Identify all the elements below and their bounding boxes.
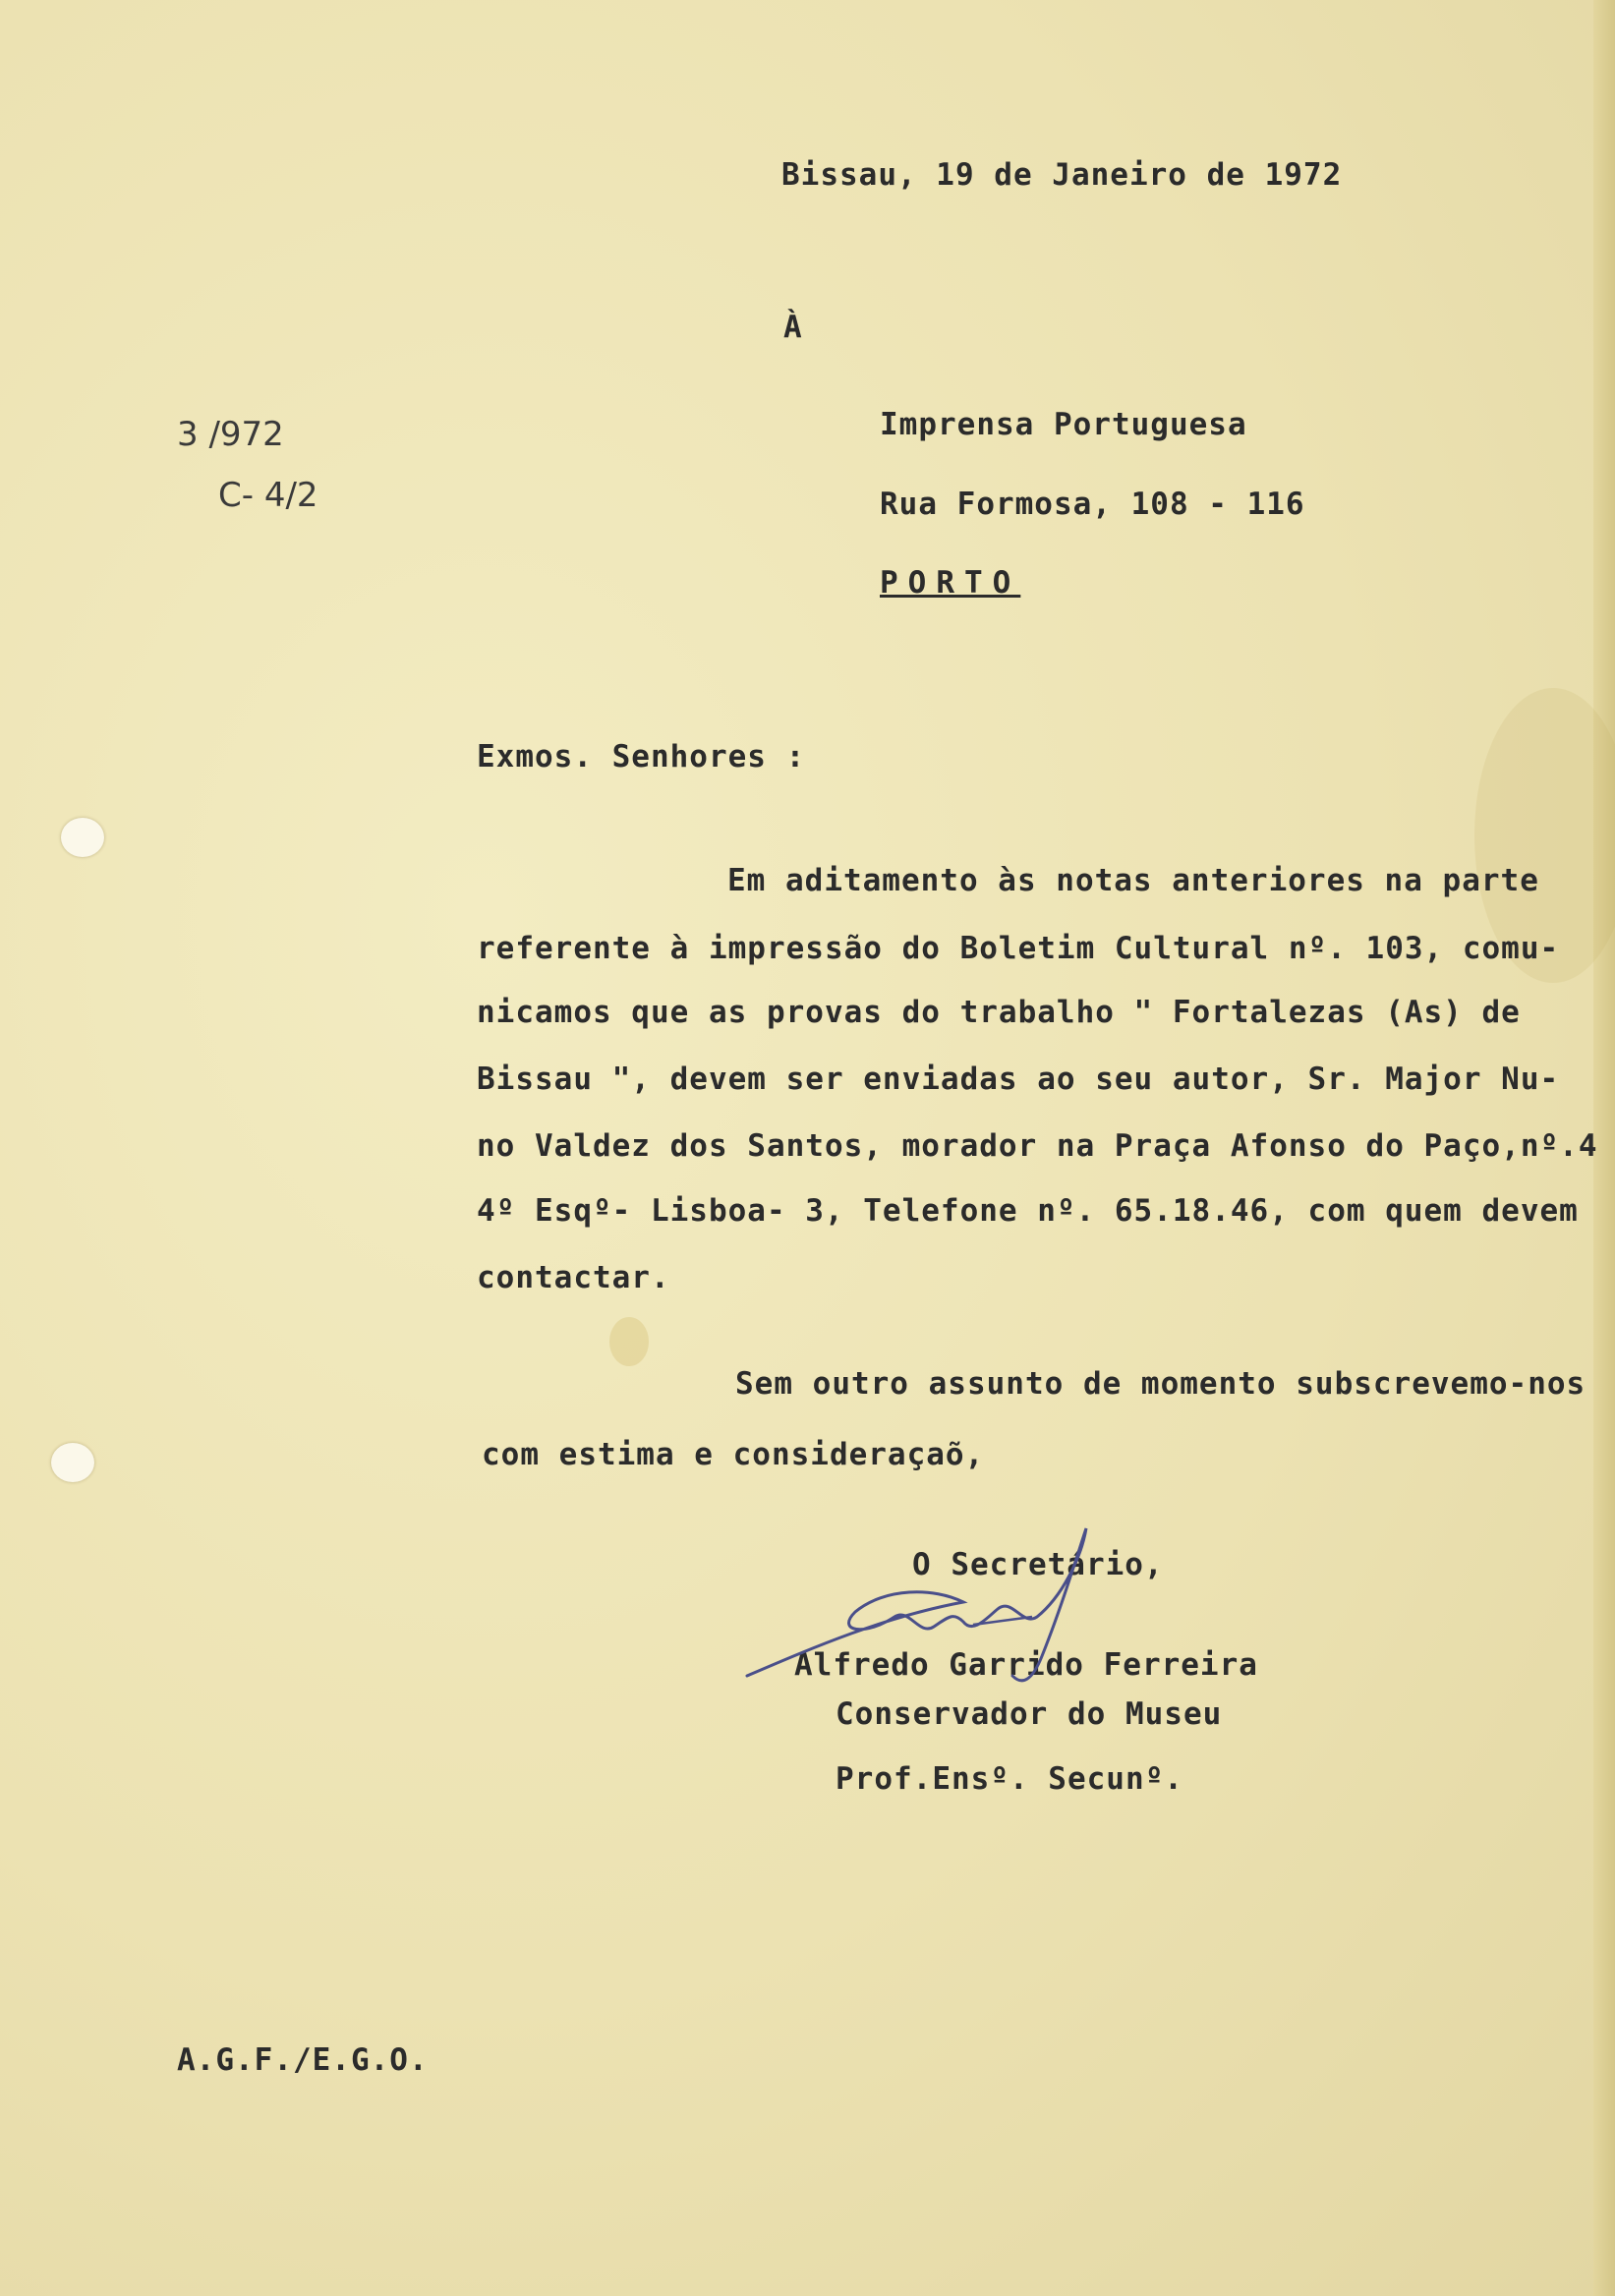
paragraph-line: 4º Esqº- Lisboa- 3, Telefone nº. 65.18.46, com quem devem <box>477 1193 1579 1229</box>
recipient-city: PORTO <box>880 565 1021 601</box>
signer-name: Alfredo Garrido Ferreira <box>794 1647 1258 1683</box>
paragraph-line: contactar. <box>477 1260 670 1295</box>
paragraph-line: Bissau ", devem ser enviadas ao seu autor, Sr. Major Nu- <box>477 1062 1560 1097</box>
punch-hole-top <box>61 818 104 857</box>
punch-hole-bottom <box>51 1443 94 1482</box>
paragraph-line: Em aditamento às notas anteriores na parte <box>727 863 1539 898</box>
recipient-name: Imprensa Portuguesa <box>880 407 1247 442</box>
signer-title-2: Prof.Ensº. Secunº. <box>836 1761 1183 1797</box>
recipient-street: Rua Formosa, 108 - 116 <box>880 487 1305 522</box>
to-marker: À <box>783 310 803 345</box>
paragraph-line: referente à impressão do Boletim Cultural nº. 103, comu- <box>477 931 1560 966</box>
handwritten-signature <box>737 1519 1189 1705</box>
reference-code: C- 4/2 <box>218 476 318 515</box>
typist-initials: A.G.F./E.G.O. <box>177 2042 429 2078</box>
signer-title-1: Conservador do Museu <box>836 1696 1223 1732</box>
salutation: Exmos. Senhores : <box>477 739 806 775</box>
date-line: Bissau, 19 de Janeiro de 1972 <box>781 157 1343 193</box>
signer-role: O Secretário, <box>912 1547 1164 1582</box>
paragraph-line: com estima e consideraçaõ, <box>482 1437 985 1472</box>
paragraph-line: Sem outro assunto de momento subscrevemo-nos <box>735 1366 1586 1402</box>
paragraph-line: no Valdez dos Santos, morador na Praça Afonso do Paço,nº.4 <box>477 1128 1598 1164</box>
reference-number: 3 /972 <box>177 415 284 454</box>
paper-stain <box>609 1317 649 1366</box>
paragraph-line: nicamos que as provas do trabalho " Fortalezas (As) de <box>477 995 1521 1030</box>
